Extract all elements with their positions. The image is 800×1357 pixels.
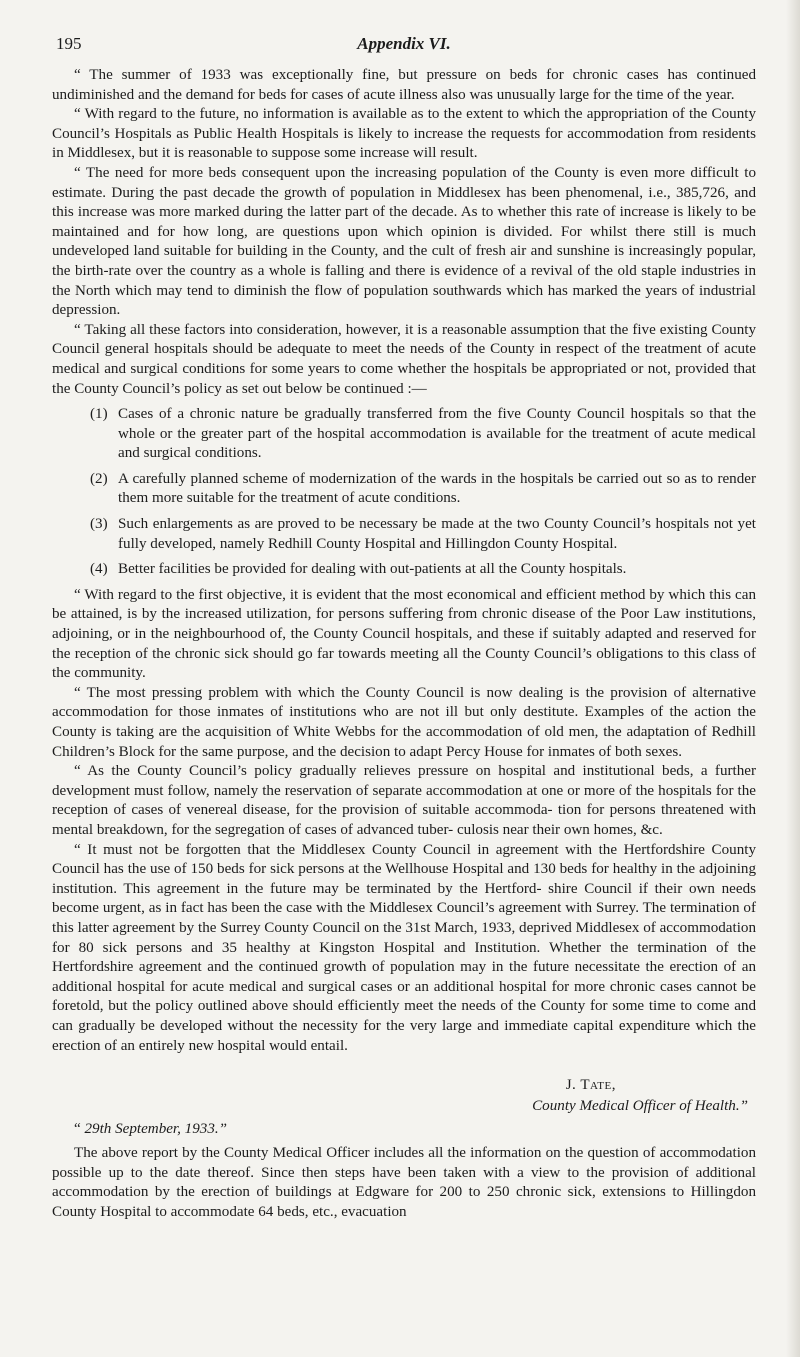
paragraph: “ It must not be forgotten that the Middlesex County Council in agreement with the Hertfordshire County Council has the use of 150 beds for sick persons at the Wellhouse Hospital and 130 beds for healthy in the adjoining institution. This agreement in the future may be terminated by the Hertford- shire Council if their own needs become urgent, as in fact has been the case with the Middlesex Council’s agreement with Surrey. The termination of this latter agreement by the Surrey County Council on the 31st March, 1933, deprived Middlesex of accommodation for 80 sick persons and 35 healthy at Kingston Hospital and Institution. Whether the termination of the Hertfordshire agreement and the continued growth of population may in the future necessitate the erection of an additional hospital for acute medical and surgical cases or an additional hospital for more chronic cases cannot be foretold, but the policy outlined above should efficiently meet the needs of the County for some time to come and can gradually be developed without the necessity for the very large and immediate capital expenditure which the erection of an entirely new hospital would entail. [52,841,756,1054]
list-item-text: Cases of a chronic nature be gradually transferred from the five County Council hospitals so that the whole or the greater part of the hospital accommodation is available for the treatment of acute medical and surgical conditions. [118,406,756,462]
paragraph: “ Taking all these factors into consideration, however, it is a reasonable assumption that the five existing County Council general hospitals should be adequate to meet the needs of the County in respect of the treatment of acute medical and surgical conditions for some years to come whether the hospitals be appropriated or not, provided that the County Council’s policy as set out below be continued :— [52,321,756,397]
signatory-role: County Medical Officer of Health.” [532,1098,748,1115]
paragraph: “ The summer of 1933 was exceptionally fine, but pressure on beds for chronic cases has continued undiminished and the demand for beds for cases of acute illness also was unusually large for the time of the year. [52,67,756,103]
list-item [90,405,756,464]
page-number: 195 [56,34,82,53]
list-item-number: (3) [90,516,108,533]
list-item-text: A carefully planned scheme of modernization of the wards in the hospitals be carried out so as to render them more suitable for the treatment of acute conditions. [118,470,756,507]
paragraph: “ The most pressing problem with which the County Council is now dealing is the provision of alternative accommodation for those inmates of institutions who are not ill but only destitute. Examples of the action the County is taking are the acquisition of White Webbs for the accommodation of old men, the adaptation of Redhill Children’s Block for the same purpose, and the decision to adapt Percy House for inmates of both sexes. [52,684,756,760]
report-date [74,1120,227,1140]
list-item-text: Better facilities be provided for dealing with out-patients at all the County hospitals. [118,561,627,578]
paragraph: “ With regard to the first objective, it is evident that the most economical and efficient method by which this can be attained, is by the increased utilization, for persons suffering from chronic disease of the Poor Law institutions, adjoining, or in the neighbourhood of, the County Council hospitals, and these if suitably adapted and reserved for the reception of the chronic sick should go far towards meeting all the County Council’s obligations to this class of the community. [52,586,756,682]
report-date-day: 29th [84,1121,112,1138]
report-date-month-year: September, 1933.” [111,1121,228,1138]
signatory-name: J. Tate, [565,1077,616,1094]
list-item-text: Such enlargements as are proved to be necessary be made at the two County Council’s hospitals not yet fully developed, namely Redhill County Hospital and Hillingdon County Hospital. [118,516,756,552]
list-item [90,470,756,509]
paragraph: “ The need for more beds consequent upon the increasing population of the County is even more difficult to estimate. During the past decade the growth of population in Middlesex has been phenomenal, i.e., 385,726, and this increase was more marked during the latter part of the decade. As to whether this rate of increase is likely to be maintained and for how long, are questions upon which opinion is divided. For whilst there still is much undeveloped land suitable for building in the County, and the cult of fresh air and sunshine is increasingly popular, the birth-rate over the country as a whole is falling and there is evidence of a revival of the old staple industries in the North which may tend to diminish the flow of population southwards which has marked the years of industrial depression. [52,164,756,319]
report-date-open: “ [74,1121,85,1138]
policy-list [52,405,756,580]
paragraph: “ With regard to the future, no information is available as to the extent to which the appropriation of the County Council’s Hospitals as Public Health Hospitals is likely to increase the requests for accommodation from residents in Middlesex, but it is reasonable to suppose some increase will result. [52,106,756,162]
list-item-number: (4) [90,561,108,578]
list-item [90,515,756,554]
signature-block [52,1076,756,1144]
page-edge-shadow [786,0,800,1357]
list-item-number: (2) [90,470,108,487]
paragraph: “ As the County Council’s policy gradually relieves pressure on hospital and institutional beds, a further development must follow, namely the reservation of separate accommodation at one or more of the hospitals for the reception of cases of venereal disease, for the provision of suitable accommoda- tion for persons threatened with mental breakdown, for the segregation of cases of advanced tuber- culosis near their own homes, &c. [52,763,756,838]
closing-paragraph: The above report by the County Medical Officer includes all the information on the question of accommodation possible up to the date thereof. Since then steps have been taken with a view to the provision of additional accommodation by the erection of buildings at Edgware for 200 to 250 chronic sick, extensions to Hillingdon County Hospital to accommodate 64 beds, etc., evacuation [52,1145,756,1220]
list-item [90,560,756,580]
list-item-number: (1) [90,406,108,423]
page-header [52,34,756,60]
report-body [52,66,756,1222]
running-title: Appendix VI. [357,34,451,53]
